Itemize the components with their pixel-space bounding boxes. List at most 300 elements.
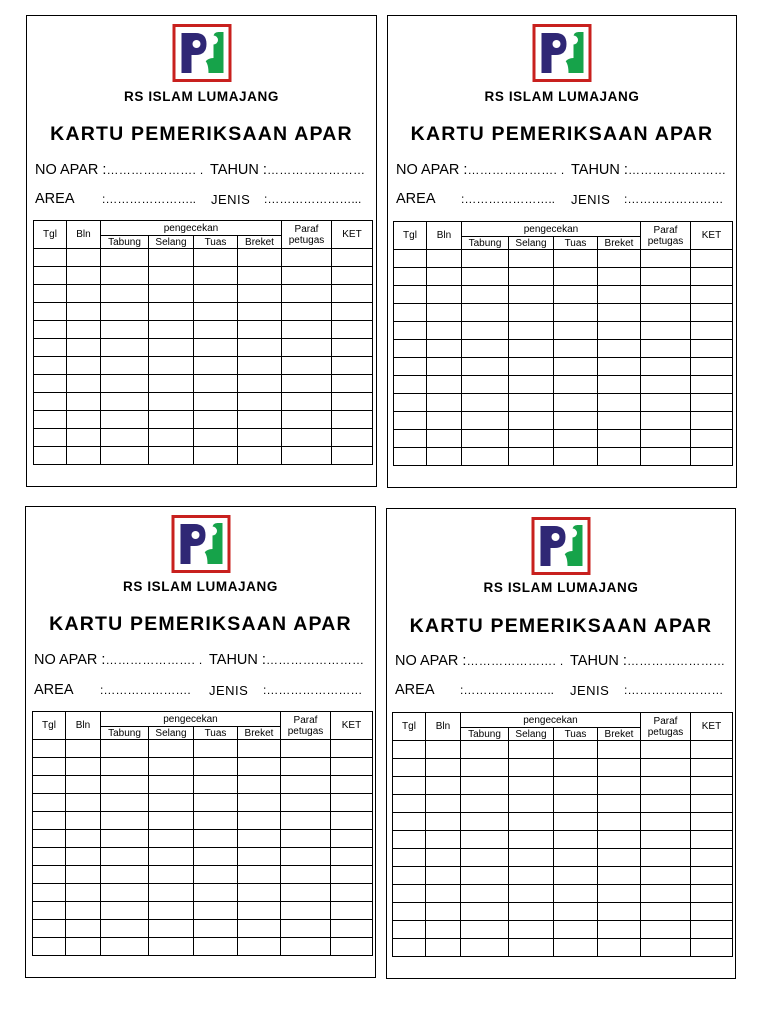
table-cell[interactable] bbox=[427, 430, 462, 448]
table-cell[interactable] bbox=[101, 812, 149, 830]
table-cell[interactable] bbox=[554, 358, 598, 376]
table-cell[interactable] bbox=[238, 866, 281, 884]
table-cell[interactable] bbox=[331, 884, 373, 902]
table-cell[interactable] bbox=[33, 830, 66, 848]
table-cell[interactable] bbox=[641, 250, 691, 268]
table-cell[interactable] bbox=[66, 902, 101, 920]
table-cell[interactable] bbox=[691, 430, 733, 448]
table-cell[interactable] bbox=[33, 812, 66, 830]
table-cell[interactable] bbox=[598, 759, 641, 777]
table-cell[interactable] bbox=[238, 884, 281, 902]
table-cell[interactable] bbox=[66, 938, 101, 956]
table-cell[interactable] bbox=[394, 430, 427, 448]
table-cell[interactable] bbox=[461, 741, 509, 759]
table-cell[interactable] bbox=[149, 776, 194, 794]
table-cell[interactable] bbox=[426, 867, 461, 885]
table-cell[interactable] bbox=[194, 303, 238, 321]
table-cell[interactable] bbox=[149, 794, 194, 812]
table-cell[interactable] bbox=[394, 412, 427, 430]
table-cell[interactable] bbox=[427, 340, 462, 358]
table-cell[interactable] bbox=[33, 848, 66, 866]
table-cell[interactable] bbox=[509, 777, 554, 795]
table-cell[interactable] bbox=[332, 339, 373, 357]
table-cell[interactable] bbox=[394, 286, 427, 304]
table-cell[interactable] bbox=[282, 267, 332, 285]
table-cell[interactable] bbox=[332, 357, 373, 375]
table-cell[interactable] bbox=[238, 740, 281, 758]
table-cell[interactable] bbox=[462, 340, 509, 358]
table-cell[interactable] bbox=[331, 920, 373, 938]
table-cell[interactable] bbox=[554, 885, 598, 903]
table-cell[interactable] bbox=[509, 741, 554, 759]
table-cell[interactable] bbox=[509, 867, 554, 885]
table-cell[interactable] bbox=[691, 759, 733, 777]
table-cell[interactable] bbox=[194, 794, 238, 812]
table-cell[interactable] bbox=[194, 393, 238, 411]
table-cell[interactable] bbox=[554, 286, 598, 304]
table-cell[interactable] bbox=[691, 322, 733, 340]
table-cell[interactable] bbox=[149, 740, 194, 758]
table-cell[interactable] bbox=[641, 867, 691, 885]
table-cell[interactable] bbox=[393, 759, 426, 777]
table-cell[interactable] bbox=[101, 938, 149, 956]
table-cell[interactable] bbox=[66, 848, 101, 866]
table-cell[interactable] bbox=[509, 448, 554, 466]
table-cell[interactable] bbox=[149, 758, 194, 776]
table-cell[interactable] bbox=[691, 376, 733, 394]
table-cell[interactable] bbox=[554, 777, 598, 795]
table-cell[interactable] bbox=[331, 938, 373, 956]
table-cell[interactable] bbox=[101, 830, 149, 848]
table-cell[interactable] bbox=[509, 885, 554, 903]
table-cell[interactable] bbox=[509, 430, 554, 448]
table-cell[interactable] bbox=[33, 884, 66, 902]
table-cell[interactable] bbox=[691, 795, 733, 813]
table-cell[interactable] bbox=[149, 902, 194, 920]
table-cell[interactable] bbox=[194, 429, 238, 447]
table-cell[interactable] bbox=[281, 866, 331, 884]
table-cell[interactable] bbox=[67, 321, 101, 339]
table-cell[interactable] bbox=[598, 939, 641, 957]
table-cell[interactable] bbox=[554, 268, 598, 286]
table-cell[interactable] bbox=[238, 776, 281, 794]
table-cell[interactable] bbox=[509, 376, 554, 394]
table-cell[interactable] bbox=[238, 848, 281, 866]
table-cell[interactable] bbox=[691, 921, 733, 939]
table-cell[interactable] bbox=[461, 921, 509, 939]
table-cell[interactable] bbox=[149, 938, 194, 956]
table-cell[interactable] bbox=[426, 759, 461, 777]
table-cell[interactable] bbox=[426, 741, 461, 759]
table-cell[interactable] bbox=[238, 285, 282, 303]
table-cell[interactable] bbox=[194, 447, 238, 465]
table-cell[interactable] bbox=[66, 812, 101, 830]
table-cell[interactable] bbox=[281, 884, 331, 902]
table-cell[interactable] bbox=[509, 340, 554, 358]
table-cell[interactable] bbox=[331, 758, 373, 776]
table-cell[interactable] bbox=[598, 412, 641, 430]
table-cell[interactable] bbox=[641, 304, 691, 322]
table-cell[interactable] bbox=[101, 285, 149, 303]
table-cell[interactable] bbox=[238, 429, 282, 447]
table-cell[interactable] bbox=[509, 268, 554, 286]
table-cell[interactable] bbox=[281, 794, 331, 812]
table-cell[interactable] bbox=[554, 741, 598, 759]
table-cell[interactable] bbox=[101, 794, 149, 812]
table-cell[interactable] bbox=[194, 267, 238, 285]
table-cell[interactable] bbox=[461, 849, 509, 867]
table-cell[interactable] bbox=[427, 322, 462, 340]
table-cell[interactable] bbox=[281, 830, 331, 848]
table-cell[interactable] bbox=[149, 321, 194, 339]
table-cell[interactable] bbox=[427, 286, 462, 304]
table-cell[interactable] bbox=[238, 920, 281, 938]
table-cell[interactable] bbox=[238, 758, 281, 776]
table-cell[interactable] bbox=[281, 848, 331, 866]
table-cell[interactable] bbox=[641, 412, 691, 430]
table-cell[interactable] bbox=[331, 812, 373, 830]
table-cell[interactable] bbox=[641, 759, 691, 777]
table-cell[interactable] bbox=[691, 250, 733, 268]
table-cell[interactable] bbox=[462, 376, 509, 394]
table-cell[interactable] bbox=[641, 849, 691, 867]
table-cell[interactable] bbox=[509, 831, 554, 849]
table-cell[interactable] bbox=[281, 776, 331, 794]
table-cell[interactable] bbox=[66, 884, 101, 902]
table-cell[interactable] bbox=[461, 831, 509, 849]
table-cell[interactable] bbox=[554, 831, 598, 849]
table-cell[interactable] bbox=[691, 777, 733, 795]
table-cell[interactable] bbox=[461, 777, 509, 795]
table-cell[interactable] bbox=[641, 741, 691, 759]
table-cell[interactable] bbox=[641, 885, 691, 903]
table-cell[interactable] bbox=[238, 357, 282, 375]
table-cell[interactable] bbox=[554, 340, 598, 358]
table-cell[interactable] bbox=[331, 776, 373, 794]
table-cell[interactable] bbox=[598, 849, 641, 867]
table-cell[interactable] bbox=[462, 268, 509, 286]
table-cell[interactable] bbox=[509, 921, 554, 939]
table-cell[interactable] bbox=[393, 921, 426, 939]
table-cell[interactable] bbox=[427, 412, 462, 430]
table-cell[interactable] bbox=[332, 303, 373, 321]
table-cell[interactable] bbox=[238, 393, 282, 411]
table-cell[interactable] bbox=[691, 831, 733, 849]
table-cell[interactable] bbox=[101, 758, 149, 776]
table-cell[interactable] bbox=[101, 866, 149, 884]
table-cell[interactable] bbox=[393, 831, 426, 849]
table-cell[interactable] bbox=[282, 375, 332, 393]
table-cell[interactable] bbox=[101, 357, 149, 375]
table-cell[interactable] bbox=[282, 393, 332, 411]
table-cell[interactable] bbox=[394, 394, 427, 412]
table-cell[interactable] bbox=[194, 411, 238, 429]
table-cell[interactable] bbox=[66, 776, 101, 794]
table-cell[interactable] bbox=[509, 412, 554, 430]
table-cell[interactable] bbox=[598, 268, 641, 286]
table-cell[interactable] bbox=[462, 322, 509, 340]
table-cell[interactable] bbox=[331, 866, 373, 884]
table-cell[interactable] bbox=[34, 321, 67, 339]
table-cell[interactable] bbox=[427, 250, 462, 268]
table-cell[interactable] bbox=[462, 250, 509, 268]
table-cell[interactable] bbox=[282, 411, 332, 429]
table-cell[interactable] bbox=[598, 250, 641, 268]
table-cell[interactable] bbox=[462, 358, 509, 376]
table-cell[interactable] bbox=[149, 447, 194, 465]
table-cell[interactable] bbox=[101, 884, 149, 902]
table-cell[interactable] bbox=[509, 304, 554, 322]
table-cell[interactable] bbox=[149, 357, 194, 375]
table-cell[interactable] bbox=[67, 267, 101, 285]
table-cell[interactable] bbox=[426, 813, 461, 831]
table-cell[interactable] bbox=[509, 759, 554, 777]
table-cell[interactable] bbox=[33, 776, 66, 794]
table-cell[interactable] bbox=[149, 249, 194, 267]
table-cell[interactable] bbox=[33, 740, 66, 758]
table-cell[interactable] bbox=[101, 267, 149, 285]
table-cell[interactable] bbox=[332, 375, 373, 393]
table-cell[interactable] bbox=[238, 267, 282, 285]
table-cell[interactable] bbox=[394, 304, 427, 322]
table-cell[interactable] bbox=[66, 830, 101, 848]
table-cell[interactable] bbox=[331, 794, 373, 812]
table-cell[interactable] bbox=[282, 357, 332, 375]
table-cell[interactable] bbox=[332, 285, 373, 303]
table-cell[interactable] bbox=[641, 268, 691, 286]
table-cell[interactable] bbox=[641, 813, 691, 831]
table-cell[interactable] bbox=[691, 358, 733, 376]
table-cell[interactable] bbox=[554, 813, 598, 831]
table-cell[interactable] bbox=[67, 429, 101, 447]
table-cell[interactable] bbox=[149, 285, 194, 303]
table-cell[interactable] bbox=[238, 830, 281, 848]
table-cell[interactable] bbox=[509, 394, 554, 412]
table-cell[interactable] bbox=[238, 794, 281, 812]
table-cell[interactable] bbox=[554, 939, 598, 957]
table-cell[interactable] bbox=[101, 375, 149, 393]
table-cell[interactable] bbox=[149, 812, 194, 830]
table-cell[interactable] bbox=[281, 758, 331, 776]
table-cell[interactable] bbox=[691, 268, 733, 286]
table-cell[interactable] bbox=[332, 429, 373, 447]
table-cell[interactable] bbox=[282, 249, 332, 267]
table-cell[interactable] bbox=[238, 411, 282, 429]
table-cell[interactable] bbox=[281, 938, 331, 956]
table-cell[interactable] bbox=[33, 794, 66, 812]
table-cell[interactable] bbox=[691, 849, 733, 867]
table-cell[interactable] bbox=[393, 777, 426, 795]
table-cell[interactable] bbox=[641, 448, 691, 466]
table-cell[interactable] bbox=[66, 740, 101, 758]
table-cell[interactable] bbox=[149, 411, 194, 429]
table-cell[interactable] bbox=[238, 447, 282, 465]
table-cell[interactable] bbox=[194, 848, 238, 866]
table-cell[interactable] bbox=[554, 322, 598, 340]
table-cell[interactable] bbox=[282, 303, 332, 321]
table-cell[interactable] bbox=[281, 920, 331, 938]
table-cell[interactable] bbox=[34, 375, 67, 393]
table-cell[interactable] bbox=[194, 884, 238, 902]
table-cell[interactable] bbox=[598, 286, 641, 304]
table-cell[interactable] bbox=[238, 339, 282, 357]
table-cell[interactable] bbox=[101, 902, 149, 920]
table-cell[interactable] bbox=[554, 867, 598, 885]
table-cell[interactable] bbox=[67, 411, 101, 429]
table-cell[interactable] bbox=[34, 411, 67, 429]
table-cell[interactable] bbox=[598, 304, 641, 322]
table-cell[interactable] bbox=[101, 411, 149, 429]
table-cell[interactable] bbox=[149, 920, 194, 938]
table-cell[interactable] bbox=[461, 795, 509, 813]
table-cell[interactable] bbox=[194, 776, 238, 794]
table-cell[interactable] bbox=[101, 429, 149, 447]
table-cell[interactable] bbox=[281, 740, 331, 758]
table-cell[interactable] bbox=[238, 375, 282, 393]
table-cell[interactable] bbox=[509, 250, 554, 268]
table-cell[interactable] bbox=[34, 447, 67, 465]
table-cell[interactable] bbox=[149, 830, 194, 848]
table-cell[interactable] bbox=[691, 939, 733, 957]
table-cell[interactable] bbox=[509, 286, 554, 304]
table-cell[interactable] bbox=[691, 304, 733, 322]
table-cell[interactable] bbox=[34, 249, 67, 267]
table-cell[interactable] bbox=[149, 429, 194, 447]
table-cell[interactable] bbox=[393, 885, 426, 903]
table-cell[interactable] bbox=[426, 795, 461, 813]
table-cell[interactable] bbox=[509, 795, 554, 813]
table-cell[interactable] bbox=[641, 376, 691, 394]
table-cell[interactable] bbox=[194, 321, 238, 339]
table-cell[interactable] bbox=[598, 795, 641, 813]
table-cell[interactable] bbox=[394, 358, 427, 376]
table-cell[interactable] bbox=[462, 448, 509, 466]
table-cell[interactable] bbox=[149, 267, 194, 285]
table-cell[interactable] bbox=[554, 430, 598, 448]
table-cell[interactable] bbox=[461, 813, 509, 831]
table-cell[interactable] bbox=[332, 267, 373, 285]
table-cell[interactable] bbox=[461, 867, 509, 885]
table-cell[interactable] bbox=[281, 812, 331, 830]
table-cell[interactable] bbox=[691, 286, 733, 304]
table-cell[interactable] bbox=[332, 411, 373, 429]
table-cell[interactable] bbox=[426, 903, 461, 921]
table-cell[interactable] bbox=[67, 303, 101, 321]
table-cell[interactable] bbox=[509, 903, 554, 921]
table-cell[interactable] bbox=[509, 358, 554, 376]
table-cell[interactable] bbox=[194, 812, 238, 830]
table-cell[interactable] bbox=[101, 303, 149, 321]
table-cell[interactable] bbox=[598, 322, 641, 340]
table-cell[interactable] bbox=[598, 831, 641, 849]
table-cell[interactable] bbox=[554, 250, 598, 268]
table-cell[interactable] bbox=[394, 322, 427, 340]
table-cell[interactable] bbox=[427, 394, 462, 412]
table-cell[interactable] bbox=[691, 412, 733, 430]
table-cell[interactable] bbox=[34, 339, 67, 357]
table-cell[interactable] bbox=[426, 885, 461, 903]
table-cell[interactable] bbox=[554, 412, 598, 430]
table-cell[interactable] bbox=[598, 448, 641, 466]
table-cell[interactable] bbox=[149, 848, 194, 866]
table-cell[interactable] bbox=[641, 939, 691, 957]
table-cell[interactable] bbox=[67, 357, 101, 375]
table-cell[interactable] bbox=[194, 758, 238, 776]
table-cell[interactable] bbox=[509, 849, 554, 867]
table-cell[interactable] bbox=[641, 394, 691, 412]
table-cell[interactable] bbox=[194, 938, 238, 956]
table-cell[interactable] bbox=[149, 375, 194, 393]
table-cell[interactable] bbox=[691, 885, 733, 903]
table-cell[interactable] bbox=[426, 777, 461, 795]
table-cell[interactable] bbox=[194, 285, 238, 303]
table-cell[interactable] bbox=[554, 448, 598, 466]
table-cell[interactable] bbox=[101, 920, 149, 938]
table-cell[interactable] bbox=[641, 322, 691, 340]
table-cell[interactable] bbox=[598, 358, 641, 376]
table-cell[interactable] bbox=[66, 758, 101, 776]
table-cell[interactable] bbox=[394, 268, 427, 286]
table-cell[interactable] bbox=[194, 357, 238, 375]
table-cell[interactable] bbox=[34, 429, 67, 447]
table-cell[interactable] bbox=[238, 249, 282, 267]
table-cell[interactable] bbox=[101, 848, 149, 866]
table-cell[interactable] bbox=[33, 758, 66, 776]
table-cell[interactable] bbox=[238, 938, 281, 956]
table-cell[interactable] bbox=[67, 375, 101, 393]
table-cell[interactable] bbox=[238, 303, 282, 321]
table-cell[interactable] bbox=[393, 903, 426, 921]
table-cell[interactable] bbox=[691, 903, 733, 921]
table-cell[interactable] bbox=[462, 286, 509, 304]
table-cell[interactable] bbox=[554, 849, 598, 867]
table-cell[interactable] bbox=[598, 867, 641, 885]
table-cell[interactable] bbox=[462, 304, 509, 322]
table-cell[interactable] bbox=[598, 813, 641, 831]
table-cell[interactable] bbox=[67, 339, 101, 357]
table-cell[interactable] bbox=[33, 938, 66, 956]
table-cell[interactable] bbox=[282, 339, 332, 357]
table-cell[interactable] bbox=[393, 741, 426, 759]
table-cell[interactable] bbox=[394, 448, 427, 466]
table-cell[interactable] bbox=[194, 375, 238, 393]
table-cell[interactable] bbox=[194, 830, 238, 848]
table-cell[interactable] bbox=[332, 249, 373, 267]
table-cell[interactable] bbox=[691, 394, 733, 412]
table-cell[interactable] bbox=[282, 429, 332, 447]
table-cell[interactable] bbox=[426, 939, 461, 957]
table-cell[interactable] bbox=[554, 376, 598, 394]
table-cell[interactable] bbox=[34, 285, 67, 303]
table-cell[interactable] bbox=[149, 884, 194, 902]
table-cell[interactable] bbox=[393, 939, 426, 957]
table-cell[interactable] bbox=[101, 740, 149, 758]
table-cell[interactable] bbox=[641, 430, 691, 448]
table-cell[interactable] bbox=[641, 340, 691, 358]
table-cell[interactable] bbox=[34, 357, 67, 375]
table-cell[interactable] bbox=[33, 920, 66, 938]
table-cell[interactable] bbox=[691, 448, 733, 466]
table-cell[interactable] bbox=[194, 339, 238, 357]
table-cell[interactable] bbox=[554, 304, 598, 322]
table-cell[interactable] bbox=[194, 249, 238, 267]
table-cell[interactable] bbox=[332, 447, 373, 465]
table-cell[interactable] bbox=[462, 430, 509, 448]
table-cell[interactable] bbox=[66, 866, 101, 884]
table-cell[interactable] bbox=[598, 921, 641, 939]
table-cell[interactable] bbox=[641, 358, 691, 376]
table-cell[interactable] bbox=[554, 394, 598, 412]
